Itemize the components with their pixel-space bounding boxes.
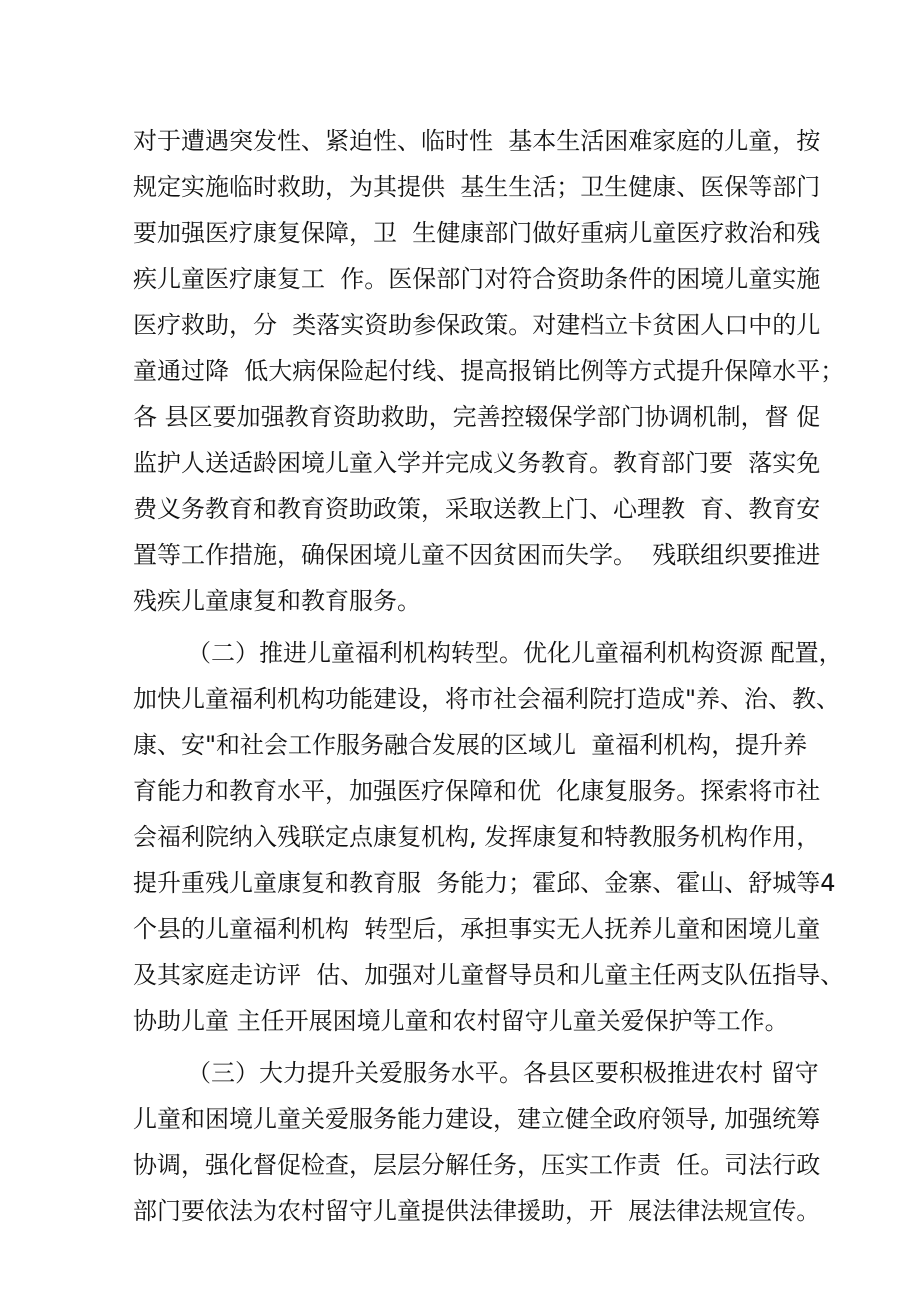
text-line: 监护人送适龄困境儿童入学并完成义务教育。教育部门要 落实免	[133, 449, 821, 477]
text-line: 育能力和教育水平，加强医疗保障和优 化康复服务。探索将市社	[133, 777, 821, 805]
text-line: 童通过降 低大病保险起付线、提高报销比例等方式提升保障水平；	[133, 357, 845, 385]
text-line: 个县的儿童福利机构 转型后，承担事实无人抚养儿童和困境儿童	[133, 915, 821, 943]
text-line: 规定实施临时救助，为其提供 基生生活；卫生健康、医保等部门	[133, 173, 821, 201]
text-line: 加快儿童福利机构功能建设，将市社会福利院打造成"养、治、教、	[133, 685, 841, 713]
text-line: 及其家庭走访评 估、加强对儿童督导员和儿童主任两支队伍指导、	[133, 961, 845, 989]
text-line: 各 县区要加强教育资助救助，完善控辍保学部门协调机制，督 促	[133, 403, 821, 431]
text-line: 对于遭遇突发性、紧迫性、临时性 基本生活困难家庭的儿童，按	[133, 127, 821, 155]
text-line: 医疗救助，分 类落实资助参保政策。对建档立卡贫困人口中的儿	[133, 311, 821, 339]
text-line: 康、安"和社会工作服务融合发展的区域儿 童福利机构，提升养	[133, 731, 808, 759]
text-line: 疾儿童医疗康复工 作。医保部门对符合资助条件的困境儿童实施	[133, 265, 821, 293]
document-body	[133, 118, 845, 1234]
text-line: 会福利院纳入残联定点康复机构, 发挥康复和特教服务机构作用，	[133, 823, 821, 851]
text-line: 部门要依法为农村留守儿童提供法律援助，开 展法律法规宣传。	[133, 1197, 821, 1225]
text-line: 要加强医疗康复保障，卫 生健康部门做好重病儿童医疗救治和残	[133, 219, 821, 247]
text-line: 协助儿童 主任开展困境儿童和农村留守儿童关爱保护等工作。	[133, 1007, 789, 1035]
text-line: 儿童和困境儿童关爱服务能力建设，建立健全政府领导, 加强统筹	[133, 1105, 821, 1133]
text-line: 残疾儿童康复和教育服务。	[133, 587, 421, 615]
text-line: 协调，强化督促检查，层层分解任务，压实工作责 任。司法行政	[133, 1151, 821, 1179]
text-line: 置等工作措施，确保困境儿童不因贫困而失学。 残联组织要推进	[133, 541, 821, 569]
text-line: 费义务教育和教育资助政策，采取送教上门、心理教 育、教育安	[133, 495, 821, 523]
text-line: （三）大力提升关爱服务水平。各县区要积极推进农村 留守	[187, 1059, 819, 1087]
text-line: （二）推进儿童福利机构转型。优化儿童福利机构资源 配置，	[187, 639, 843, 667]
text-line: 提升重残儿童康复和教育服 务能力；霍邱、金寨、霍山、舒城等4	[133, 869, 836, 897]
